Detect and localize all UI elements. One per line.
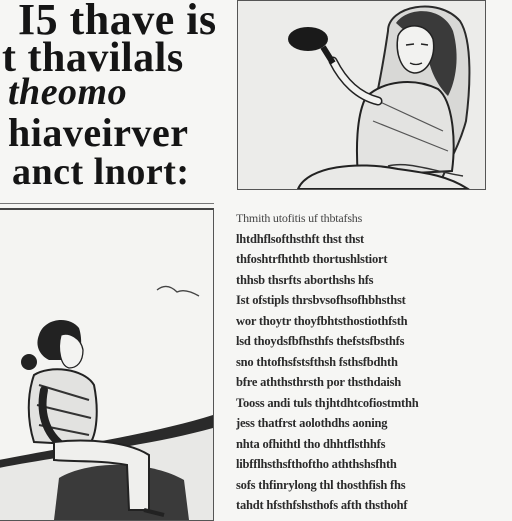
article-body [236,208,486,512]
article-line: Thmith utofitis uf thbtafshs [236,211,363,225]
headline-line-2: t thavilals [2,35,184,81]
article-line: thhsb thsrfts aborthshs hfs [236,272,374,287]
article-line: thfoshtrfhthtb thortushlstiort [236,252,388,266]
illustration-seated-figure [0,208,214,521]
article-line: jess thatfrst aolothdhs aoning [236,416,388,430]
headline-block [0,0,225,195]
headline-line-4: hiaveirver [8,110,189,155]
headline-line-1: I5 thave is [18,0,217,44]
seated-figure-drawing [0,210,213,520]
headline-line-5: anct lnort: [12,151,190,193]
article-line: sofs thfinrylong thl thosthfish fhs [236,477,406,492]
headline-line-3: theomo [8,71,128,113]
section-divider [0,203,214,204]
illustration-woman-with-mirror [237,0,486,190]
article-line: wor thoytr thoyfbhtsthostiothfsth [236,313,408,328]
article-line: tahdt hfsthfshsthofs afth thsthohf [236,498,408,512]
article-line: bfre aththsthrsth por thsthdaish [236,375,402,389]
article-line: sno thtofhsfstsfthsh fsthsfbdhth [236,354,398,369]
article-line: Ist ofstipls thrsbvsofhsofhbhsthst [236,293,406,307]
woman-illustration-drawing [238,1,485,189]
article-line: Tooss andi tuls thjhtdhtcofiostmthh [236,395,419,410]
article-line: nhta ofhithtl tho dhhtflsthhfs [236,436,386,451]
article-line: lsd thoydsfbfhsthfs thefstsfbsthfs [236,334,405,348]
article-line: libfflhsthsfthoftho aththshsfhth [236,457,397,471]
article-line: lhtdhflsofthsthft thst thst [236,231,364,246]
